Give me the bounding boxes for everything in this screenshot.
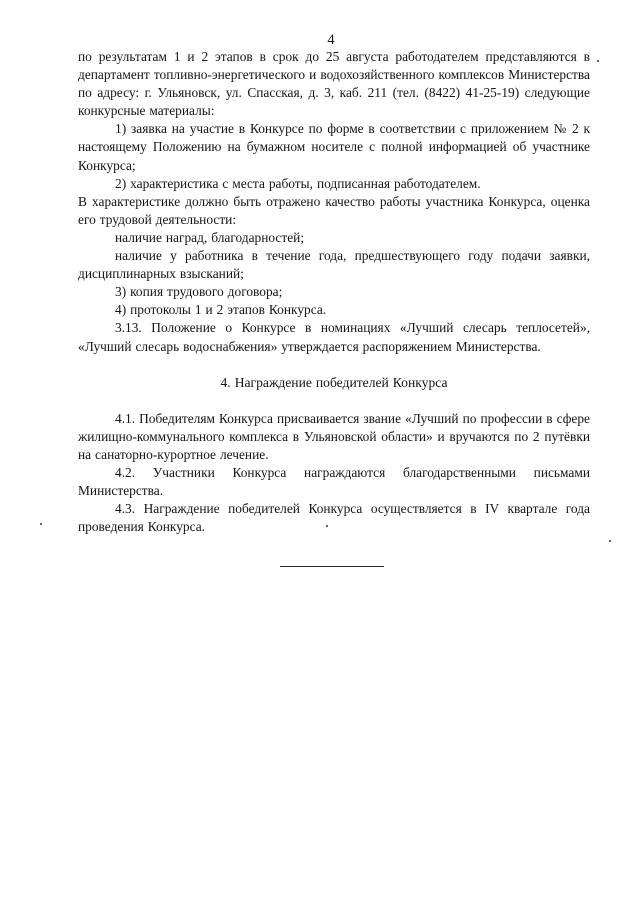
paragraph-4-3: 4.3. Награждение победителей Конкурса осуществляется в IV квартале года проведения Конкурса. bbox=[78, 501, 590, 535]
paragraph-disciplinary: наличие у работника в течение года, предшествующего году подачи заявки, дисциплинарных взысканий; bbox=[78, 248, 590, 282]
scan-speck bbox=[609, 540, 611, 542]
scan-speck bbox=[40, 523, 42, 525]
scan-speck bbox=[597, 60, 599, 62]
paragraph-characteristic-quality: В характеристике должно быть отражено качество работы участника Конкурса, оценка его трудовой деятельности: bbox=[78, 193, 590, 227]
paragraph-materials-intro: по результатам 1 и 2 этапов в срок до 25 августа работодателем представляются в департамент топливно-энергетического и водохозяйственного комплексов Министерства по адресу: г. Ульяновск, ул. Спасская, д. 3, каб. 211 (тел. (8422) 41-25-19) следующие конкурсные материалы: bbox=[78, 49, 590, 119]
paragraph-4-1: 4.1. Победителям Конкурса присваивается звание «Лучший по профессии в сфере жилищно-коммунального комплекса в Ульяновской области» и вручаются по 2 путёвки на санаторно-курортное лечение. bbox=[78, 410, 590, 462]
paragraph-awards: наличие наград, благодарностей; bbox=[115, 229, 305, 245]
paragraph-4-2: 4.2. Участники Конкурса награждаются благодарственными письмами Министерства. bbox=[78, 464, 590, 499]
paragraph-item-protocols: 4) протоколы 1 и 2 этапов Конкурса. bbox=[115, 302, 327, 318]
section-heading: 4. Награждение победителей Конкурса bbox=[220, 374, 448, 390]
paragraph-item-characteristic: 2) характеристика с места работы, подписанная работодателем. bbox=[115, 175, 481, 191]
paragraph-3-13: 3.13. Положение о Конкурсе в номинациях «Лучший слесарь теплосетей», «Лучший слесарь водоснабжения» утверждается распоряжением Министерства. bbox=[78, 320, 590, 354]
document-body bbox=[78, 48, 590, 536]
closing-rule bbox=[280, 566, 384, 567]
scan-speck bbox=[326, 525, 328, 527]
paragraph-item-application: 1) заявка на участие в Конкурсе по форме в соответствии с приложением № 2 к настоящему Положению на бумажном носителе с полной информацией об участнике Конкурса; bbox=[78, 121, 590, 173]
page-number: 4 bbox=[327, 32, 335, 48]
paragraph-item-contract: 3) копия трудового договора; bbox=[115, 284, 283, 300]
